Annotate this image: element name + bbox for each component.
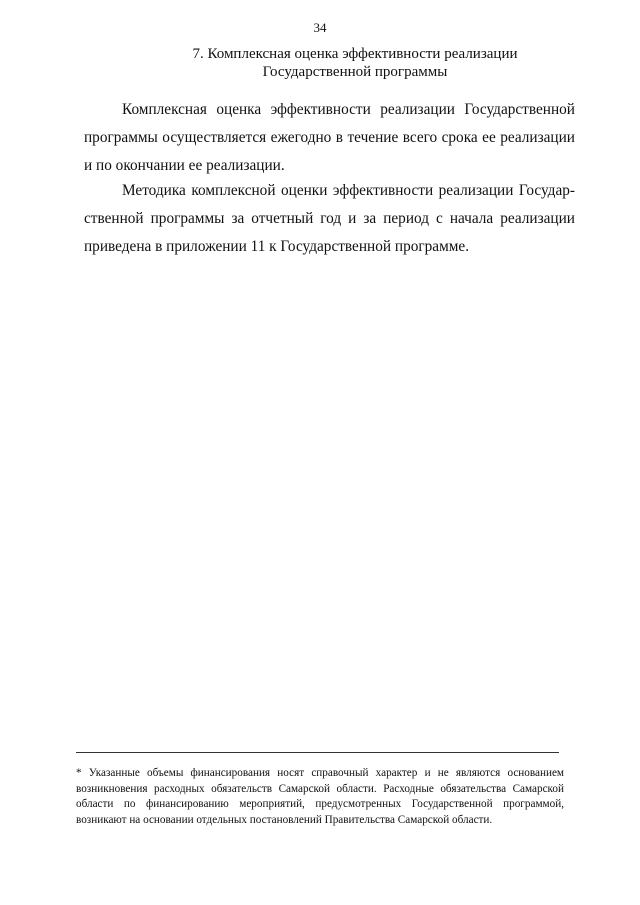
footnote-text: * Указанные объемы финансирования носят справочный характер и не являются основанием возникновения расходных обязательств Самарской области. Расходные обязательства Самарской области по финансированию мероприятий, предусмотренных Государственной программой, возникают на основании отдельных постановлений Правительства Самарской области. bbox=[76, 767, 564, 826]
section-title-line-1: 7. Комплексная оценка эффективности реализации bbox=[192, 46, 518, 62]
paragraph-methodology: Методика комплексной оценки эффективности реализации Государ-ственной программы за отчетный год и за период с начала реализации приведена в приложении 11 к Государственной программе. bbox=[84, 182, 575, 255]
section-title bbox=[130, 45, 580, 81]
footnote-divider bbox=[76, 752, 559, 753]
page-number: 34 bbox=[313, 20, 327, 35]
paragraph-evaluation: Комплексная оценка эффективности реализации Государственной программы осуществляется ежегодно в течение всего срока ее реализации и по окончании ее реализации. bbox=[84, 101, 575, 174]
section-title-line-2: Государственной программы bbox=[262, 64, 448, 80]
